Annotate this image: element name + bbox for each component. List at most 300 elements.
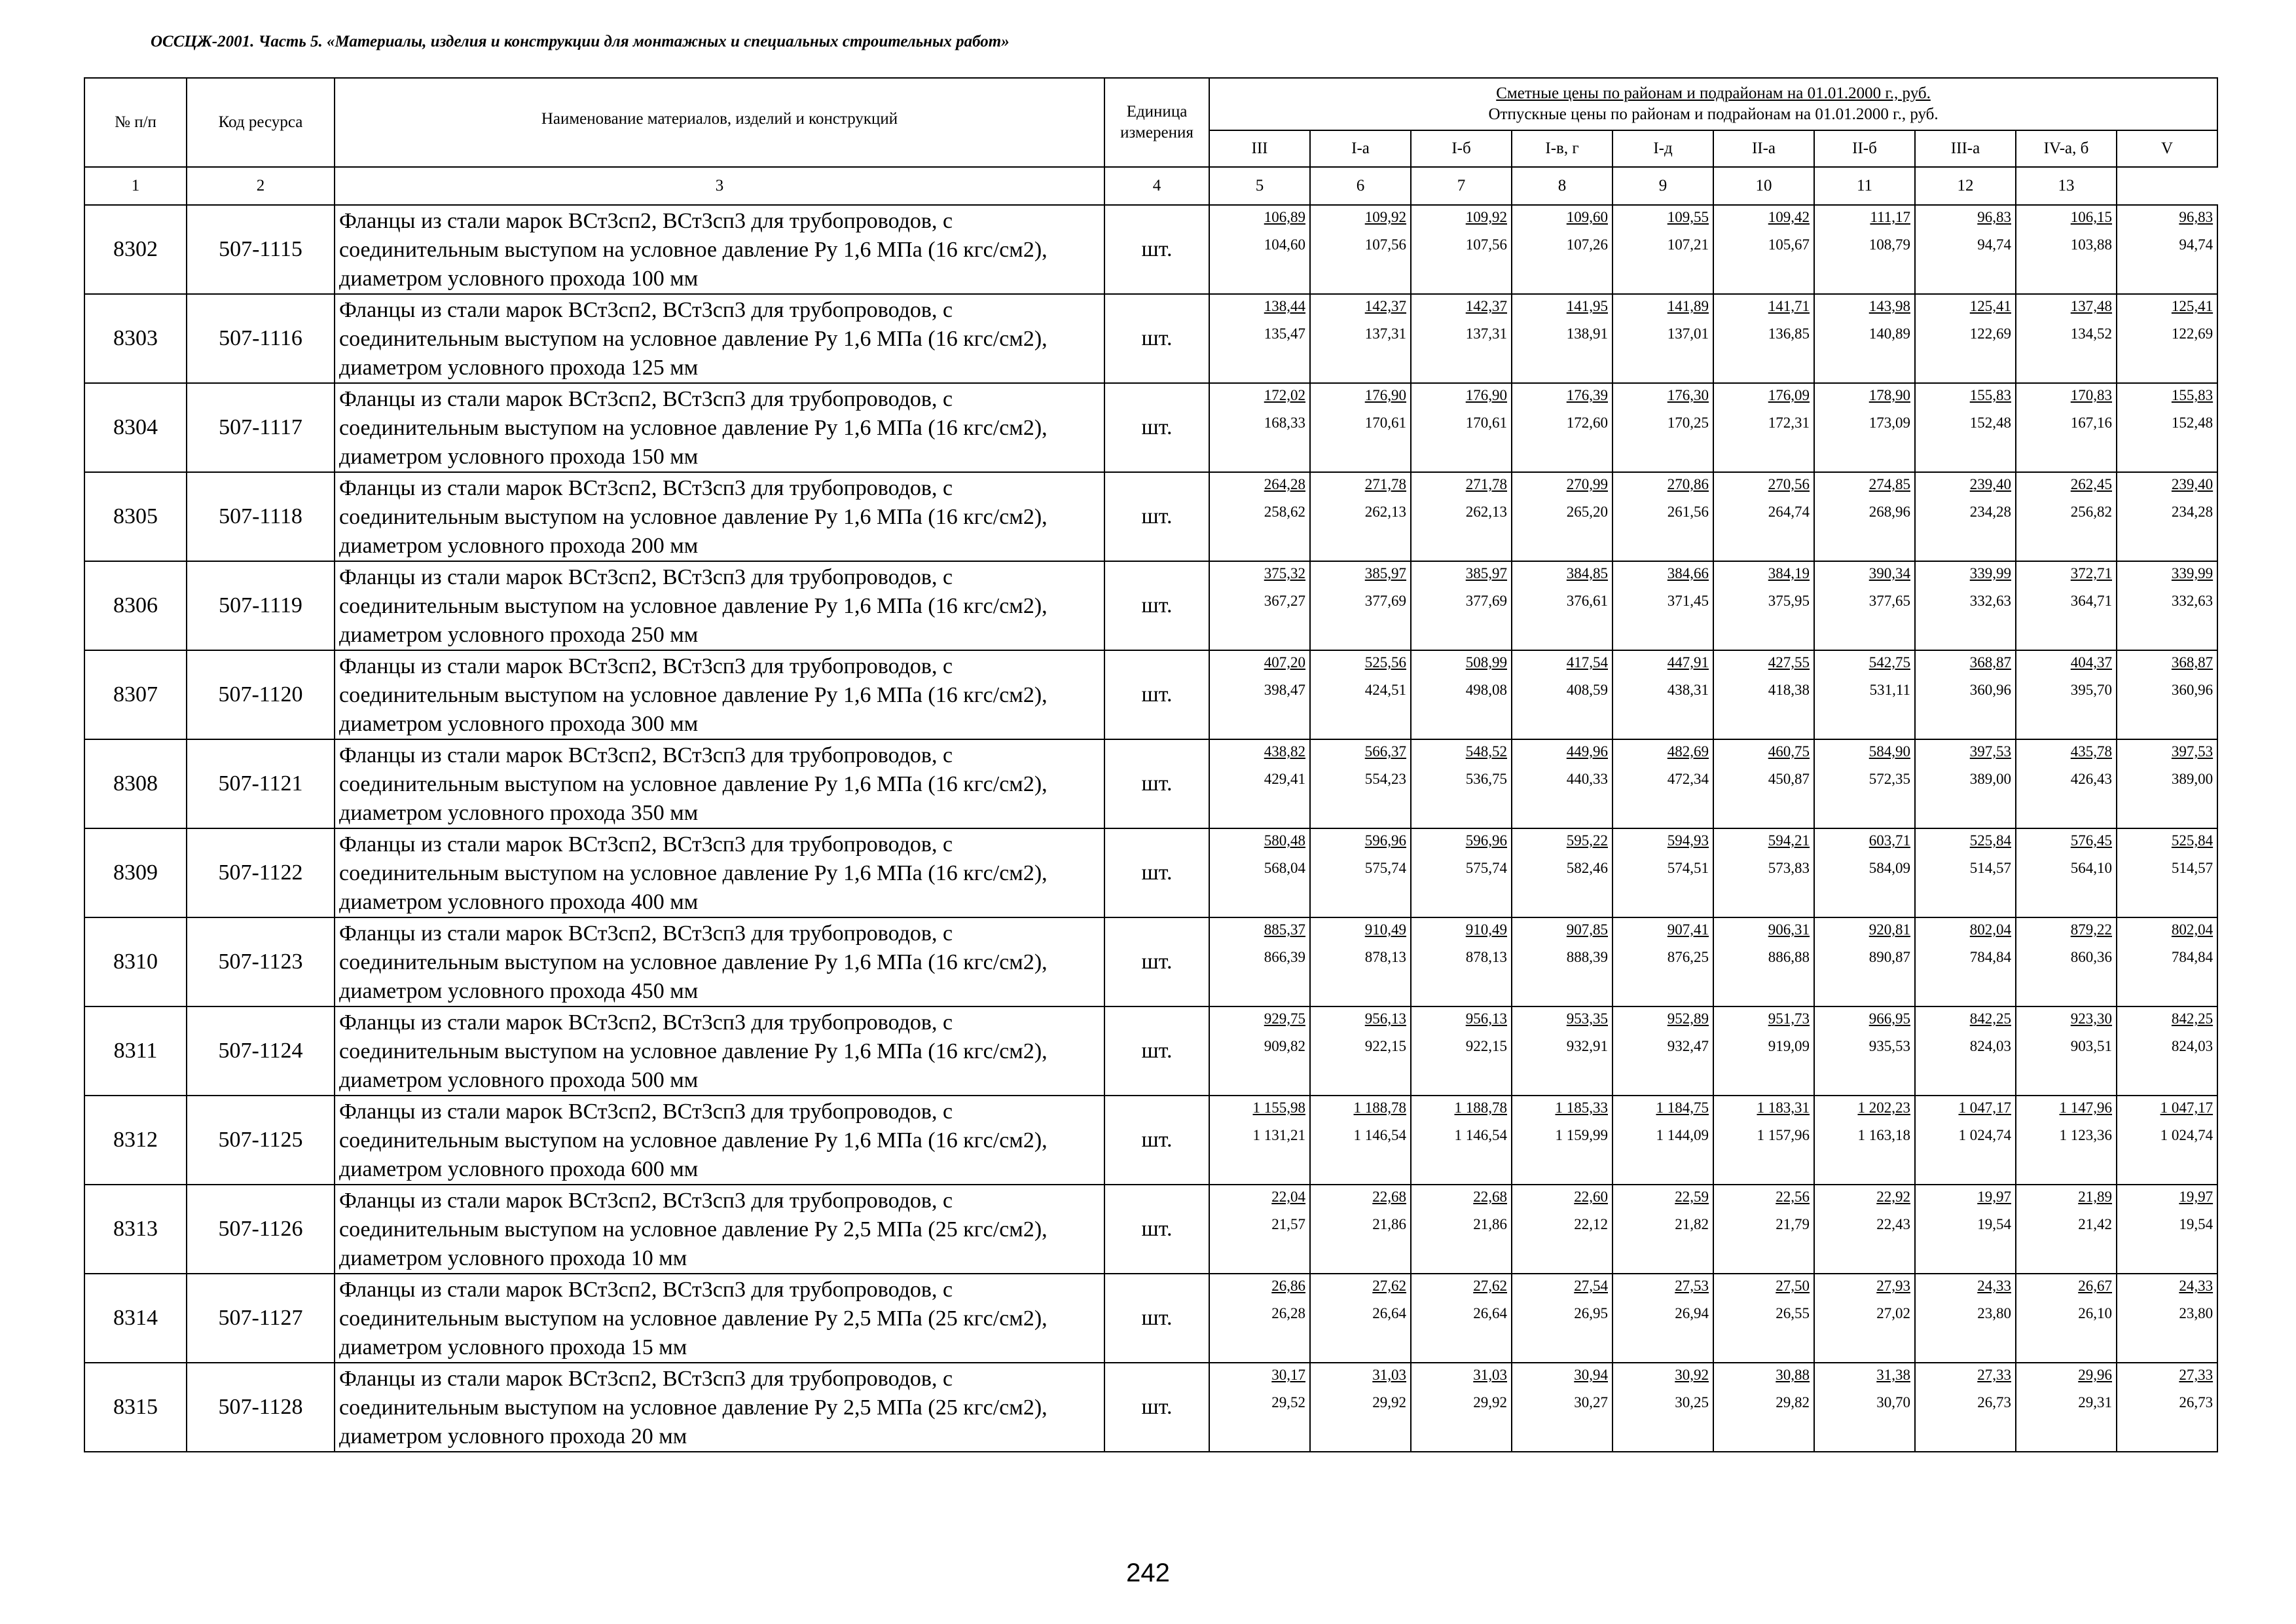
price-cell	[2117, 1185, 2217, 1274]
release-price: 30,27	[1574, 1394, 1608, 1411]
release-price: 438,31	[1667, 682, 1709, 698]
release-price: 1 163,18	[1857, 1127, 1910, 1143]
price-cell	[1814, 383, 1915, 472]
price-cell	[1814, 1096, 1915, 1185]
estimate-price: 141,95	[1566, 298, 1608, 314]
estimate-price: 1 147,96	[2059, 1099, 2112, 1116]
row-number: 8304	[84, 383, 187, 472]
release-price: 30,70	[1876, 1394, 1910, 1411]
column-number: 5	[1209, 167, 1310, 205]
estimate-price: 339,99	[2171, 565, 2214, 581]
item-name: Фланцы из стали марок ВСт3сп2, ВСт3сп3 для трубопроводов, с соединительным выступом на условное давление Ру 1,6 МПа (16 кгс/см2), диаметром условного прохода 150 мм	[335, 383, 1104, 472]
price-cell	[1814, 828, 1915, 917]
resource-code: 507-1124	[187, 1006, 335, 1096]
price-cell	[1814, 294, 1915, 383]
unit-cell: шт.	[1104, 205, 1209, 294]
estimate-price: 19,97	[2179, 1189, 2214, 1205]
estimate-price: 910,49	[1364, 921, 1406, 938]
price-cell	[1310, 917, 1411, 1006]
resource-code: 507-1118	[187, 472, 335, 561]
price-cell	[1814, 1274, 1915, 1363]
column-number: 11	[1814, 167, 1915, 205]
release-price: 107,56	[1364, 236, 1406, 253]
price-cell	[1512, 1006, 1613, 1096]
price-cell	[1411, 917, 1512, 1006]
column-number: 4	[1104, 167, 1209, 205]
release-price: 375,95	[1768, 593, 1810, 609]
price-cell	[1411, 1363, 1512, 1452]
estimate-price: 906,31	[1768, 921, 1810, 938]
estimate-price: 525,56	[1364, 654, 1406, 671]
estimate-price: 137,48	[2070, 298, 2112, 314]
estimate-price: 594,93	[1667, 832, 1709, 849]
release-price: 574,51	[1667, 860, 1709, 876]
release-price: 1 146,54	[1353, 1127, 1406, 1143]
price-cell	[1713, 739, 1814, 828]
estimate-price: 384,19	[1768, 565, 1810, 581]
release-price: 26,55	[1776, 1305, 1810, 1321]
release-price: 26,73	[2179, 1394, 2214, 1411]
price-cell	[1209, 1185, 1310, 1274]
row-number: 8303	[84, 294, 187, 383]
estimate-price: 1 047,17	[1958, 1099, 2011, 1116]
release-price: 23,80	[2179, 1305, 2214, 1321]
price-cell	[1613, 828, 1713, 917]
item-name: Фланцы из стали марок ВСт3сп2, ВСт3сп3 для трубопроводов, с соединительным выступом на условное давление Ру 1,6 МПа (16 кгс/см2), диаметром условного прохода 300 мм	[335, 650, 1104, 739]
item-name: Фланцы из стали марок ВСт3сп2, ВСт3сп3 для трубопроводов, с соединительным выступом на условное давление Ру 1,6 МПа (16 кгс/см2), диаметром условного прохода 200 мм	[335, 472, 1104, 561]
item-name: Фланцы из стали марок ВСт3сп2, ВСт3сп3 для трубопроводов, с соединительным выступом на условное давление Ру 1,6 МПа (16 кгс/см2), диаметром условного прохода 125 мм	[335, 294, 1104, 383]
release-price: 94,74	[2179, 236, 2214, 253]
column-number: 3	[335, 167, 1104, 205]
estimate-price: 907,85	[1566, 921, 1608, 938]
release-price: 105,67	[1768, 236, 1810, 253]
release-price: 1 123,36	[2059, 1127, 2112, 1143]
price-cell	[1310, 561, 1411, 650]
header-region: III-а	[1915, 130, 2016, 167]
price-cell	[1713, 472, 1814, 561]
estimate-price: 1 188,78	[1454, 1099, 1507, 1116]
estimate-price: 372,71	[2070, 565, 2112, 581]
release-price: 878,13	[1364, 949, 1406, 965]
release-price: 26,73	[1977, 1394, 2011, 1411]
release-price: 824,03	[2171, 1038, 2214, 1054]
price-cell	[1310, 294, 1411, 383]
unit-cell: шт.	[1104, 828, 1209, 917]
price-cell	[1613, 1185, 1713, 1274]
estimate-price: 384,66	[1667, 565, 1709, 581]
row-number: 8308	[84, 739, 187, 828]
price-cell	[1209, 561, 1310, 650]
price-cell	[1411, 205, 1512, 294]
price-cell	[1713, 294, 1814, 383]
release-price: 377,69	[1364, 593, 1406, 609]
price-cell	[1209, 1006, 1310, 1096]
table-row	[84, 383, 2217, 472]
estimate-price: 27,93	[1876, 1278, 1910, 1294]
price-cell	[2016, 383, 2117, 472]
estimate-price: 460,75	[1768, 743, 1810, 760]
release-price: 408,59	[1566, 682, 1608, 698]
estimate-price: 584,90	[1868, 743, 1910, 760]
unit-cell: шт.	[1104, 1274, 1209, 1363]
estimate-price: 96,83	[1977, 209, 2011, 225]
price-cell	[1209, 1274, 1310, 1363]
release-price: 29,82	[1776, 1394, 1810, 1411]
price-cell	[1310, 1274, 1411, 1363]
price-cell	[2016, 472, 2117, 561]
table-row	[84, 650, 2217, 739]
price-cell	[1209, 205, 1310, 294]
release-price: 332,63	[2171, 593, 2214, 609]
price-cell	[1915, 561, 2016, 650]
release-price: 332,63	[1969, 593, 2011, 609]
release-price: 440,33	[1566, 771, 1608, 787]
header-region: II-б	[1814, 130, 1915, 167]
header-region: I-а	[1310, 130, 1411, 167]
header-row-1	[84, 78, 2217, 130]
estimate-price: 22,92	[1876, 1189, 1910, 1205]
release-price: 1 146,54	[1454, 1127, 1507, 1143]
estimate-price: 176,90	[1364, 387, 1406, 403]
column-number: 8	[1512, 167, 1613, 205]
header-prices	[1209, 78, 2217, 130]
price-cell	[1613, 917, 1713, 1006]
release-price: 26,95	[1574, 1305, 1608, 1321]
estimate-price: 176,30	[1667, 387, 1709, 403]
price-cell	[1613, 1274, 1713, 1363]
estimate-price: 109,92	[1465, 209, 1507, 225]
price-cell	[1411, 1185, 1512, 1274]
estimate-price: 27,54	[1574, 1278, 1608, 1294]
release-price: 137,01	[1667, 325, 1709, 342]
estimate-price: 956,13	[1364, 1010, 1406, 1027]
release-price: 398,47	[1264, 682, 1305, 698]
release-price: 264,74	[1768, 504, 1810, 520]
table-row	[84, 828, 2217, 917]
column-number: 1	[84, 167, 187, 205]
estimate-price: 596,96	[1364, 832, 1406, 849]
price-cell	[1915, 1096, 2016, 1185]
estimate-price: 385,97	[1364, 565, 1406, 581]
price-cell	[1411, 294, 1512, 383]
price-cell	[1209, 650, 1310, 739]
price-cell	[1814, 561, 1915, 650]
estimate-price: 138,44	[1264, 298, 1305, 314]
release-price: 27,02	[1876, 1305, 1910, 1321]
release-price: 134,52	[2070, 325, 2112, 342]
header-name: Наименование материалов, изделий и конструкций	[335, 78, 1104, 167]
table-row	[84, 739, 2217, 828]
estimate-price: 1 202,23	[1857, 1099, 1910, 1116]
release-price: 26,64	[1372, 1305, 1406, 1321]
estimate-price: 956,13	[1465, 1010, 1507, 1027]
price-cell	[1512, 294, 1613, 383]
estimate-price: 595,22	[1566, 832, 1608, 849]
unit-cell: шт.	[1104, 472, 1209, 561]
estimate-price: 1 188,78	[1353, 1099, 1406, 1116]
estimate-price: 176,09	[1768, 387, 1810, 403]
estimate-price: 26,67	[2078, 1278, 2112, 1294]
item-name: Фланцы из стали марок ВСт3сп2, ВСт3сп3 для трубопроводов, с соединительным выступом на условное давление Ру 1,6 МПа (16 кгс/см2), диаметром условного прохода 600 мм	[335, 1096, 1104, 1185]
release-price: 888,39	[1566, 949, 1608, 965]
release-price: 1 159,99	[1555, 1127, 1608, 1143]
release-price: 389,00	[2171, 771, 2214, 787]
header-region: V	[2117, 130, 2217, 167]
price-cell	[2117, 205, 2217, 294]
release-price: 23,80	[1977, 1305, 2011, 1321]
release-price: 137,31	[1364, 325, 1406, 342]
estimate-price: 368,87	[1969, 654, 2011, 671]
table-row	[84, 917, 2217, 1006]
column-number: 9	[1613, 167, 1713, 205]
price-cell	[1713, 1096, 1814, 1185]
release-price: 575,74	[1465, 860, 1507, 876]
release-price: 26,94	[1675, 1305, 1709, 1321]
price-cell	[1512, 828, 1613, 917]
estimate-price: 178,90	[1868, 387, 1910, 403]
estimate-price: 542,75	[1868, 654, 1910, 671]
release-price: 429,41	[1264, 771, 1305, 787]
release-price: 167,16	[2070, 415, 2112, 431]
release-price: 909,82	[1264, 1038, 1305, 1054]
release-price: 104,60	[1264, 236, 1305, 253]
estimate-price: 29,96	[2078, 1367, 2112, 1383]
release-price: 29,92	[1372, 1394, 1406, 1411]
price-cell	[1613, 561, 1713, 650]
release-price: 866,39	[1264, 949, 1305, 965]
unit-cell: шт.	[1104, 650, 1209, 739]
release-price: 138,91	[1566, 325, 1608, 342]
running-head: ОССЦЖ-2001. Часть 5. «Материалы, изделия и конструкции для монтажных и специальных строительных работ»	[151, 33, 1010, 50]
release-price: 136,85	[1768, 325, 1810, 342]
estimate-price: 31,03	[1473, 1367, 1507, 1383]
estimate-price: 30,92	[1675, 1367, 1709, 1383]
header-region: I-д	[1613, 130, 1713, 167]
estimate-price: 576,45	[2070, 832, 2112, 849]
resource-code: 507-1128	[187, 1363, 335, 1452]
release-price: 371,45	[1667, 593, 1709, 609]
release-price: 932,91	[1566, 1038, 1608, 1054]
header-region: I-б	[1411, 130, 1512, 167]
release-price: 886,88	[1768, 949, 1810, 965]
price-cell	[2117, 383, 2217, 472]
estimate-price: 525,84	[1969, 832, 2011, 849]
price-cell	[2016, 828, 2117, 917]
price-cell	[1915, 917, 2016, 1006]
price-cell	[1512, 1185, 1613, 1274]
release-price: 122,69	[1969, 325, 2011, 342]
estimate-price: 525,84	[2171, 832, 2214, 849]
release-price: 1 131,21	[1252, 1127, 1305, 1143]
resource-code: 507-1116	[187, 294, 335, 383]
estimate-price: 31,38	[1876, 1367, 1910, 1383]
release-price: 1 024,74	[1958, 1127, 2011, 1143]
resource-code: 507-1126	[187, 1185, 335, 1274]
estimate-price: 264,28	[1264, 476, 1305, 492]
estimate-price: 952,89	[1667, 1010, 1709, 1027]
estimate-price: 26,86	[1271, 1278, 1305, 1294]
estimate-price: 22,68	[1473, 1189, 1507, 1205]
release-price: 262,13	[1364, 504, 1406, 520]
price-cell	[1613, 650, 1713, 739]
estimate-price: 27,53	[1675, 1278, 1709, 1294]
price-cell	[1713, 828, 1814, 917]
header-region: III	[1209, 130, 1310, 167]
header-region: IV-а, б	[2016, 130, 2117, 167]
estimate-price: 802,04	[1969, 921, 2011, 938]
release-price: 1 024,74	[2160, 1127, 2214, 1143]
estimate-price: 1 183,31	[1757, 1099, 1810, 1116]
price-cell	[2016, 739, 2117, 828]
release-price: 29,92	[1473, 1394, 1507, 1411]
price-cell	[1613, 1363, 1713, 1452]
release-price: 395,70	[2070, 682, 2112, 698]
estimate-price: 966,95	[1868, 1010, 1910, 1027]
release-price: 268,96	[1868, 504, 1910, 520]
price-cell	[1613, 1006, 1713, 1096]
release-price: 172,31	[1768, 415, 1810, 431]
estimate-price: 19,97	[1977, 1189, 2011, 1205]
estimate-price: 125,41	[2171, 298, 2214, 314]
column-number: 6	[1310, 167, 1411, 205]
release-price: 265,20	[1566, 504, 1608, 520]
header-region: II-а	[1713, 130, 1814, 167]
release-price: 94,74	[1977, 236, 2011, 253]
release-price: 784,84	[2171, 949, 2214, 965]
price-cell	[1915, 383, 2016, 472]
estimate-price: 172,02	[1264, 387, 1305, 403]
estimate-price: 109,42	[1768, 209, 1810, 225]
item-name: Фланцы из стали марок ВСт3сп2, ВСт3сп3 для трубопроводов, с соединительным выступом на условное давление Ру 1,6 МПа (16 кгс/см2), диаметром условного прохода 100 мм	[335, 205, 1104, 294]
release-price: 170,61	[1465, 415, 1507, 431]
price-cell	[1512, 1096, 1613, 1185]
estimate-price: 368,87	[2171, 654, 2214, 671]
price-cell	[2016, 561, 2117, 650]
release-price: 21,86	[1473, 1216, 1507, 1232]
resource-code: 507-1119	[187, 561, 335, 650]
price-cell	[2117, 472, 2217, 561]
price-cell	[1209, 1096, 1310, 1185]
estimate-price: 1 185,33	[1555, 1099, 1608, 1116]
release-price: 21,57	[1271, 1216, 1305, 1232]
price-cell	[2016, 1274, 2117, 1363]
estimate-price: 22,68	[1372, 1189, 1406, 1205]
resource-code: 507-1123	[187, 917, 335, 1006]
release-price: 903,51	[2070, 1038, 2112, 1054]
release-price: 554,23	[1364, 771, 1406, 787]
price-cell	[2016, 1185, 2117, 1274]
release-price: 573,83	[1768, 860, 1810, 876]
price-cell	[1613, 1096, 1713, 1185]
estimate-price: 417,54	[1566, 654, 1608, 671]
release-price: 170,61	[1364, 415, 1406, 431]
estimate-price: 274,85	[1868, 476, 1910, 492]
release-price: 426,43	[2070, 771, 2112, 787]
price-cell	[1713, 650, 1814, 739]
estimate-price: 907,41	[1667, 921, 1709, 938]
price-cell	[1411, 1274, 1512, 1363]
table-row	[84, 1096, 2217, 1185]
estimate-price: 155,83	[1969, 387, 2011, 403]
price-cell	[1915, 650, 2016, 739]
row-number: 8309	[84, 828, 187, 917]
release-price: 262,13	[1465, 504, 1507, 520]
release-price: 890,87	[1868, 949, 1910, 965]
price-cell	[2117, 1274, 2217, 1363]
release-price: 258,62	[1264, 504, 1305, 520]
estimate-price: 30,94	[1574, 1367, 1608, 1383]
price-cell	[1310, 650, 1411, 739]
estimate-price: 142,37	[1465, 298, 1507, 314]
table-row	[84, 472, 2217, 561]
price-cell	[1814, 1185, 1915, 1274]
release-price: 1 144,09	[1656, 1127, 1709, 1143]
price-cell	[2117, 561, 2217, 650]
estimate-price: 594,21	[1768, 832, 1810, 849]
price-table	[84, 77, 2218, 1452]
release-price: 878,13	[1465, 949, 1507, 965]
estimate-price: 31,03	[1372, 1367, 1406, 1383]
price-cell	[1814, 1363, 1915, 1452]
price-cell	[1814, 472, 1915, 561]
resource-code: 507-1127	[187, 1274, 335, 1363]
estimate-price: 106,89	[1264, 209, 1305, 225]
release-price: 170,25	[1667, 415, 1709, 431]
release-price: 26,28	[1271, 1305, 1305, 1321]
row-number: 8315	[84, 1363, 187, 1452]
estimate-price: 21,89	[2078, 1189, 2112, 1205]
row-number: 8307	[84, 650, 187, 739]
release-price: 860,36	[2070, 949, 2112, 965]
resource-code: 507-1122	[187, 828, 335, 917]
price-cell	[1411, 561, 1512, 650]
item-name: Фланцы из стали марок ВСт3сп2, ВСт3сп3 для трубопроводов, с соединительным выступом на условное давление Ру 1,6 МПа (16 кгс/см2), диаметром условного прохода 500 мм	[335, 1006, 1104, 1096]
release-price: 360,96	[2171, 682, 2214, 698]
estimate-price: 339,99	[1969, 565, 2011, 581]
estimate-price: 22,60	[1574, 1189, 1608, 1205]
price-cell	[1411, 1006, 1512, 1096]
price-cell	[1713, 1185, 1814, 1274]
item-name: Фланцы из стали марок ВСт3сп2, ВСт3сп3 для трубопроводов, с соединительным выступом на условное давление Ру 2,5 МПа (25 кгс/см2), диаметром условного прохода 20 мм	[335, 1363, 1104, 1452]
price-cell	[1512, 1363, 1613, 1452]
estimate-price: 271,78	[1465, 476, 1507, 492]
price-cell	[2117, 739, 2217, 828]
item-name: Фланцы из стали марок ВСт3сп2, ВСт3сп3 для трубопроводов, с соединительным выступом на условное давление Ру 1,6 МПа (16 кгс/см2), диаметром условного прохода 400 мм	[335, 828, 1104, 917]
estimate-price: 27,50	[1776, 1278, 1810, 1294]
estimate-price: 22,59	[1675, 1189, 1709, 1205]
release-price: 107,26	[1566, 236, 1608, 253]
estimate-price: 842,25	[2171, 1010, 2214, 1027]
release-price: 377,69	[1465, 593, 1507, 609]
estimate-price: 27,33	[1977, 1367, 2011, 1383]
estimate-price: 155,83	[2171, 387, 2214, 403]
estimate-price: 397,53	[1969, 743, 2011, 760]
price-cell	[1613, 472, 1713, 561]
price-cell	[1411, 383, 1512, 472]
column-number-row	[84, 167, 2217, 205]
price-cell	[1713, 1274, 1814, 1363]
estimate-price: 27,62	[1372, 1278, 1406, 1294]
price-cell	[1713, 383, 1814, 472]
estimate-price: 390,34	[1868, 565, 1910, 581]
estimate-price: 170,83	[2070, 387, 2112, 403]
price-cell	[1512, 917, 1613, 1006]
release-price: 367,27	[1264, 593, 1305, 609]
price-cell	[1411, 650, 1512, 739]
estimate-price: 566,37	[1364, 743, 1406, 760]
estimate-price: 109,60	[1566, 209, 1608, 225]
estimate-price: 802,04	[2171, 921, 2214, 938]
